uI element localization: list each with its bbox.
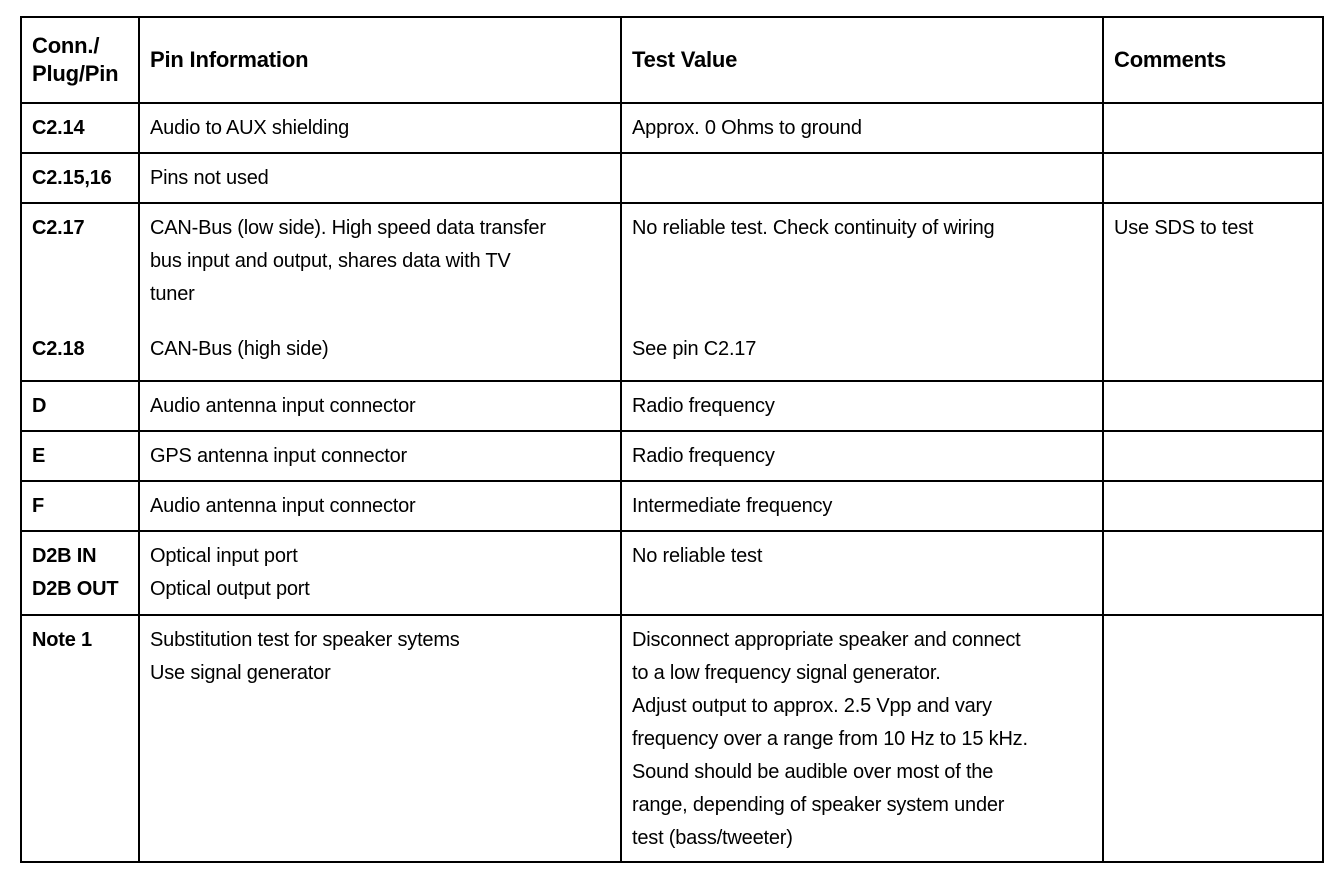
table-row [21, 531, 1323, 615]
conn-c2-17: C2.17 [32, 217, 85, 239]
header-comments: Comments [1103, 17, 1323, 103]
table-row [21, 203, 1323, 381]
header-pin-information: Pin Information [139, 17, 621, 103]
pin-info-cell: Audio antenna input connector [139, 481, 621, 531]
test-value-cell [621, 153, 1103, 203]
pin-info-line: bus input and output, shares data with TV [150, 250, 511, 272]
comments-cell [1103, 481, 1323, 531]
pin-info-line: Substitution test for speaker sytems [150, 629, 460, 651]
comments-cell [1103, 103, 1323, 153]
test-value-line: Disconnect appropriate speaker and connect [632, 629, 1021, 651]
comments-cell [1103, 153, 1323, 203]
pin-info-cell [139, 615, 621, 862]
test-value-line: range, depending of speaker system under [632, 794, 1005, 816]
pin-information-table [20, 16, 1324, 863]
conn-cell [21, 203, 139, 381]
table-row [21, 481, 1323, 531]
pin-info-cell [139, 203, 621, 381]
conn-cell: C2.15,16 [21, 153, 139, 203]
table-row [21, 381, 1323, 431]
test-value-cell [621, 203, 1103, 381]
test-value-line: Sound should be audible over most of the [632, 761, 994, 783]
table-header-row [21, 17, 1323, 103]
conn-cell: D [21, 381, 139, 431]
comments-cell [1103, 531, 1323, 615]
test-value-cell [621, 615, 1103, 862]
pin-info-line: CAN-Bus (high side) [150, 338, 329, 360]
pin-info-cell: GPS antenna input connector [139, 431, 621, 481]
table-row [21, 615, 1323, 862]
pin-info-cell: Pins not used [139, 153, 621, 203]
conn-cell: C2.14 [21, 103, 139, 153]
pin-info-cell: Audio antenna input connector [139, 381, 621, 431]
table-row [21, 153, 1323, 203]
header-conn-plug-pin [21, 17, 139, 103]
test-value-line: No reliable test. Check continuity of wiring [632, 217, 995, 239]
test-value-line: See pin C2.17 [632, 338, 757, 360]
comments-cell [1103, 615, 1323, 862]
table-row [21, 103, 1323, 153]
test-value-cell: Radio frequency [621, 381, 1103, 431]
conn-d2b-in: D2B IN [32, 545, 97, 567]
pin-info-line: tuner [150, 283, 195, 305]
conn-c2-18: C2.18 [32, 338, 85, 360]
pin-info-line: Use signal generator [150, 662, 331, 684]
header-conn-line-2: Plug/Pin [32, 61, 119, 86]
conn-cell: E [21, 431, 139, 481]
pin-info-line: CAN-Bus (low side). High speed data transfer [150, 217, 546, 239]
pin-info-cell [139, 531, 621, 615]
pin-info-line: Optical output port [150, 578, 310, 600]
pin-info-cell: Audio to AUX shielding [139, 103, 621, 153]
test-value-line: Adjust output to approx. 2.5 Vpp and vary [632, 695, 992, 717]
header-test-value: Test Value [621, 17, 1103, 103]
comments-cell [1103, 381, 1323, 431]
test-value-cell: Radio frequency [621, 431, 1103, 481]
test-value-line: to a low frequency signal generator. [632, 662, 941, 684]
comments-cell [1103, 431, 1323, 481]
conn-cell [21, 531, 139, 615]
header-conn-line-1: Conn./ [32, 33, 100, 58]
test-value-cell: No reliable test [621, 531, 1103, 615]
test-value-cell: Intermediate frequency [621, 481, 1103, 531]
conn-cell: F [21, 481, 139, 531]
test-value-cell: Approx. 0 Ohms to ground [621, 103, 1103, 153]
conn-d2b-out: D2B OUT [32, 578, 119, 600]
pin-info-line: Optical input port [150, 545, 298, 567]
comments-cell: Use SDS to test [1103, 203, 1323, 381]
conn-cell: Note 1 [21, 615, 139, 862]
table-row [21, 431, 1323, 481]
test-value-line: test (bass/tweeter) [632, 827, 793, 849]
test-value-line: frequency over a range from 10 Hz to 15 kHz. [632, 728, 1028, 750]
